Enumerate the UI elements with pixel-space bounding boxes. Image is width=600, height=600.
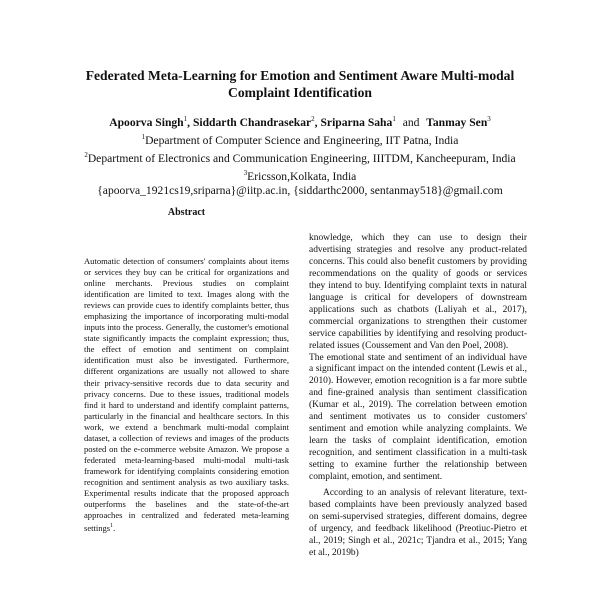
author-block <box>20 112 580 198</box>
author-sup: 1 <box>183 115 188 123</box>
paper-title <box>30 67 570 101</box>
body-paragraph-2: The emotional state and sentiment of an individual have a significant impact on the intended content (Lewis et al., 2010). However, emotion recognition is a far more subtle and fine-grained analysis than sentiment classification (Kumar et al., 2019). The correlation between emotion and sentiment motivates us to consider customers' sentiment and emotion while analyzing complaints. We learn the tasks of complaint identification, emotion recognition, and sentiment classification in a multi-task setting to examine further the relationship between complaint, emotion, and sentiment. <box>309 352 527 483</box>
author-sup: 2 <box>311 115 315 123</box>
body-paragraph-1: knowledge, which they can use to design their advertising strategies and resolve any product-related concerns. This could also benefit customers by providing recommendations on the quality of goods or services they intend to buy. Identifying complaint texts in natural language is critical for developers of downstream applications such as chatbots (Laliyah et al., 2017), commercial organizations to strengthen their customer service capabilities by identifying and resolving product-related issues (Coussement and Van den Poel, 2008). <box>309 233 527 351</box>
affiliation: $^1$Department of Computer Science and Engineering, IIT Patna, India <box>141 132 459 147</box>
abstract-text: Automatic detection of consumers' complaints about items or services they buy can be critical for organizations and online merchants. Previous studies on complaint identification are limited to text. Images along with the reviews can provide cues to identify complaints better, thus emphasizing the importance of incorporating multi-modal inputs into the process. Generally, the customer's emotional state significantly impacts the complaint expression; thus, the effect of emotion and sentiment on complaint identification must also be investigated. Furthermore, different organizations are usually not allowed to share their privacy-sensitive records due to data security and privacy concerns. Due to these issues, traditional models find it hard to understand and identify complaint patterns, particularly in the financial and healthcare sectors. In this work, we extend a benchmark multi-modal complaint dataset, a collection of reviews and images of the products posted on the e-commerce website Amazon. We propose a federated meta-learning-based multi-modal multi-task framework for identifying complaints considering emotion recognition and sentiment analysis as two auxiliary tasks. Experimental results indicate that the proposed approach outperforms the baselines and the state-of-the-art approaches in centralized and federated meta-learning settings <box>84 256 289 533</box>
title-line-2: Complaint Identification <box>228 85 372 100</box>
author-names: Apoorva Singh$^1$, Siddarth Chandrasekar$^2$, Sriparna Saha$^1$ and Tanmay Sen$^3$ <box>109 115 491 129</box>
affiliation: $^3$Ericsson,Kolkata, India <box>243 168 357 183</box>
intro-column <box>309 233 527 560</box>
author-emails: {apoorva_1921cs19,sriparna}@iitp.ac.in, {siddarthc2000, sentanmay518}@gmail.com <box>97 184 503 198</box>
and-word: and <box>402 115 420 129</box>
footnote-mark: 1 <box>110 523 114 530</box>
author-name: Siddarth Chandrasekar <box>192 115 312 129</box>
author-name: Apoorva Singh <box>109 115 184 129</box>
abstract-body: Automatic detection of consumers' complaints about items or services they buy can be critical for organizations and online merchants. Previous studies on complaint identification are limited to text. Images along with the reviews can provide cues to identify complaints better, thus emphasizing the importance of incorporating multi-modal inputs into the process. Generally, the customer's emotional state significantly impacts the complaint expression; thus, the effect of emotion and sentiment on complaint identification must also be investigated. Furthermore, different organizations are usually not allowed to share their privacy-sensitive records due to data security and privacy concerns. Due to these issues, traditional models find it hard to understand and identify complaint patterns, particularly in the financial and healthcare sectors. In this work, we extend a benchmark multi-modal complaint dataset, a collection of reviews and images of the products posted on the e-commerce website Amazon. We propose a federated meta-learning-based multi-modal multi-task framework for identifying complaints considering emotion recognition and sentiment analysis as two auxiliary tasks. Experimental results indicate that the proposed approach outperforms the baselines and the state-of-the-art approaches in centralized and federated meta-learning settings$^1$. <box>84 256 289 533</box>
author-sup: 1 <box>392 115 396 123</box>
abstract-heading: Abstract <box>167 207 206 218</box>
author-sup: 3 <box>487 115 491 123</box>
affiliation: $^2$Department of Electronics and Communication Engineering, IIITDM, Kancheepuram, India <box>84 150 516 165</box>
title-line-1: Federated Meta-Learning for Emotion and Sentiment Aware Multi-modal <box>85 68 515 83</box>
author-name: Sriparna Saha <box>320 115 393 129</box>
body-paragraph-3: According to an analysis of relevant literature, text-based complaints have been previously analyzed based on semi-supervised strategies, different domains, degree of urgency, and feedback likelihood (Preotiuc-Pietro et al., 2019; Singh et al., 2021c; Tjandra et al., 2015; Yang et al., 2019b) <box>309 488 527 558</box>
author-name: Tanmay Sen <box>426 115 488 129</box>
